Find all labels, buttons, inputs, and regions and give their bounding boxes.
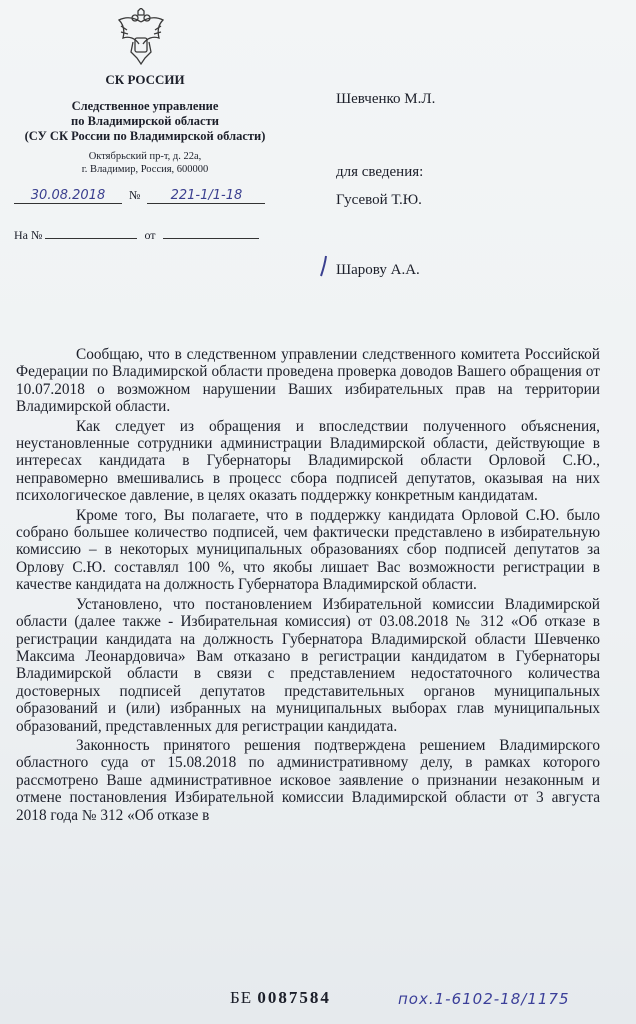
org-name: СК РОССИИ <box>105 72 185 87</box>
paragraph-5: Законность принятого решения подтверждена решением Владимирского областного суда от 15.08.2018 по административному делу, в рамках которого рассмотрено Ваше административное исковое заявление о признании незаконным и отмене постановления Избирательной комиссии Владимирской области от 3 августа 2018 года № 312 «Об отказе в <box>16 736 600 824</box>
paragraph-2: Как следует из обращения и впоследствии полученного объяснения, неустановленные сотрудники администрации Владимирской области, действующие в интересах кандидата в Губернаторы Владимирской области Орловой С.Ю., неправомерно вмешивались в процесс сбора подписей депутатов, оказывая на них психологическое давление, в целях оказать поддержку конкретным кандидатам. <box>16 417 600 505</box>
coat-of-arms-icon <box>113 8 169 68</box>
handwritten-check-mark <box>318 254 330 278</box>
organization-block <box>10 72 280 176</box>
registration-line <box>14 188 265 204</box>
form-serial <box>230 988 331 1008</box>
info-recipient-2: Шарову А.А. <box>336 262 420 278</box>
info-recipient-1: Гусевой Т.Ю. <box>336 192 422 208</box>
number-label: № <box>129 188 141 202</box>
serial-series: БЕ <box>230 988 253 1007</box>
dept-line-2: по Владимирской области <box>71 114 219 128</box>
handwritten-note: пох.1-6102-18/1175 <box>398 990 570 1008</box>
paragraph-3: Кроме того, Вы полагаете, что в поддержку кандидата Орловой С.Ю. было собрано большее количество подписей, чем фактически представлено в избирательную комиссию – в некоторых муниципальных образованиях сбор подписей депутатов за Орлову С.Ю. составлял 100 %, что якобы лишает Вас возможности регистрации в качестве кандидата на должность Губернатора Владимирской области. <box>16 506 600 594</box>
recipient-main: Шевченко М.Л. <box>336 91 436 107</box>
dept-line-3: (СУ СК России по Владимирской области) <box>24 129 266 143</box>
info-label: для сведения: <box>336 164 424 180</box>
address-line-2: г. Владимир, Россия, 600000 <box>81 164 209 175</box>
serial-number: 0087584 <box>257 988 331 1007</box>
address-line-1: Октябрьский пр-т, д. 22а, <box>88 151 202 162</box>
registration-number: 221-1/1-18 <box>170 188 243 203</box>
reply-line <box>14 228 259 243</box>
registration-date: 30.08.2018 <box>30 188 106 203</box>
paragraph-1: Сообщаю, что в следственном управлении следственного комитета Российской Федерации по Владимирской области проведена проверка доводов Вашего обращения от 10.07.2018 о возможном нарушении Ваших избирательных прав на территории Владимирской области. <box>16 346 600 416</box>
from-label: от <box>144 228 156 242</box>
dept-line-1: Следственное управление <box>71 99 219 113</box>
paragraph-4: Установлено, что постановлением Избирательной комиссии Владимирской области (далее также - Избирательная комиссия) от 03.08.2018 № 312 «Об отказе в регистрации кандидата на должность Губернатора Владимирской области Шевченко Максима Леонардовича» Вам отказано в регистрации кандидатом в Губернаторы Владимирской области в связи с представлением недостаточного количества достоверных подписей депутатов представительных органов муниципальных образований и (или) избранных на муниципальных выборах глав муниципальных образований, представленных для регистрации кандидата. <box>16 595 600 735</box>
letter-body <box>16 346 600 824</box>
reply-label: На № <box>14 228 43 242</box>
